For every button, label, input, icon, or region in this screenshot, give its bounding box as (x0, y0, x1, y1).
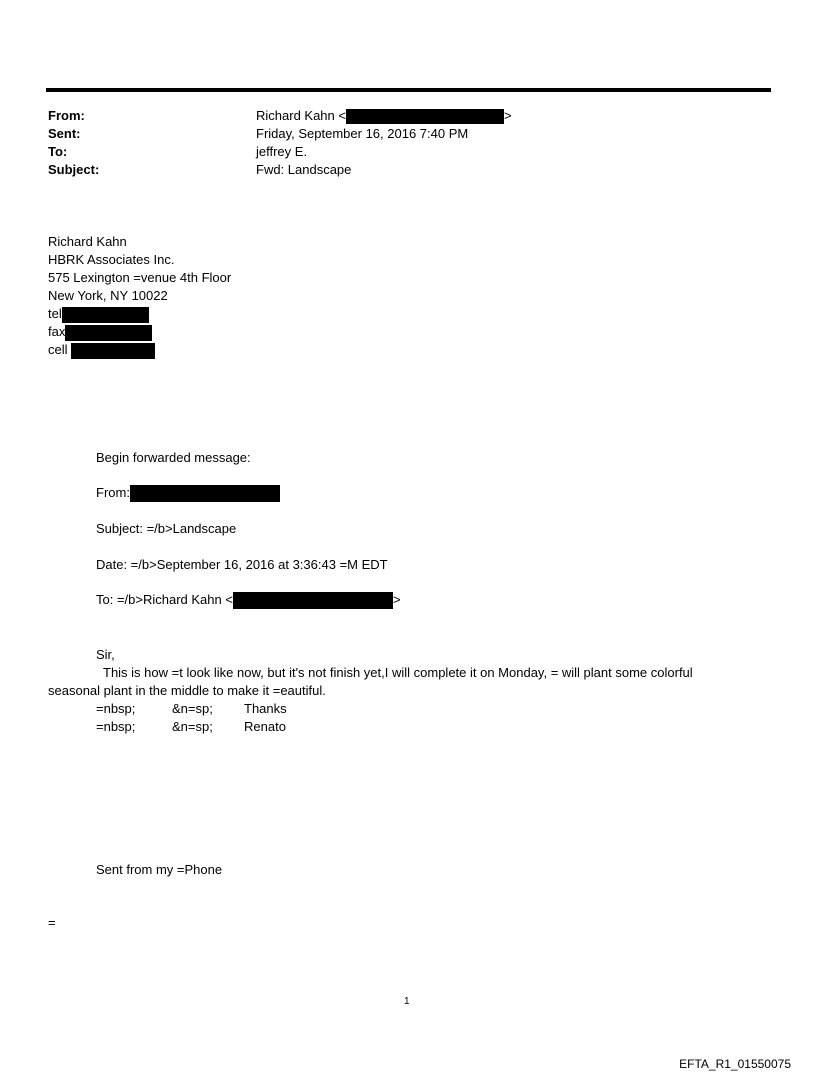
sent-from-line: Sent from my =Phone (96, 862, 223, 877)
body-salutation: Sir, (96, 647, 115, 662)
sent-label: Sent: (48, 126, 81, 141)
fax-label: fax (48, 324, 66, 339)
sent-value: Friday, September 16, 2016 7:40 PM (256, 126, 469, 141)
subject-value: Fwd: Landscape (256, 162, 352, 177)
body-row-2-col-1: =nbsp; (96, 719, 136, 734)
from-value (256, 108, 512, 124)
from-value-suffix: > (503, 108, 512, 123)
cell-label: cell (48, 342, 68, 357)
document-id: EFTA_R1_01550075 (679, 1057, 791, 1071)
signature-fax (48, 324, 152, 341)
forwarded-date: Date: =/b>September 16, 2016 at 3:36:43 =M EDT (96, 557, 388, 572)
forwarded-intro: Begin forwarded message: (96, 450, 251, 465)
forwarded-to-text: To: =/b>Richard Kahn < (96, 592, 233, 607)
to-value: jeffrey E. (256, 144, 308, 159)
signature-cell (48, 342, 155, 359)
redaction-block (62, 307, 149, 323)
header-rule (46, 88, 771, 92)
forwarded-to (96, 592, 401, 609)
subject-label: Subject: (48, 162, 100, 177)
body-row-2-col-2: &n=sp; (172, 719, 213, 734)
redaction-block (65, 325, 152, 341)
forwarded-to-suffix: > (392, 592, 401, 607)
signature-company: HBRK Associates Inc. (48, 252, 175, 267)
forwarded-from (96, 485, 280, 502)
body-row-1-col-3: Thanks (244, 701, 287, 716)
trailing-equals: = (48, 915, 56, 930)
signature-tel (48, 306, 149, 323)
tel-label: tel (48, 306, 62, 321)
forwarded-subject: Subject: =/b>Landscape (96, 521, 237, 536)
signature-name: Richard Kahn (48, 234, 127, 249)
to-label: To: (48, 144, 68, 159)
page-number: 1 (404, 996, 410, 1007)
from-value-text: Richard Kahn < (256, 108, 346, 123)
redaction-block (346, 109, 504, 124)
signature-city: New York, NY 10022 (48, 288, 168, 303)
redaction-block (71, 343, 155, 359)
redaction-block (130, 485, 280, 502)
body-line-2: seasonal plant in the middle to make it =eautiful. (48, 683, 326, 698)
body-row-1-col-2: &n=sp; (172, 701, 213, 716)
body-row-2-col-3: Renato (244, 719, 286, 734)
body-line-1: This is how =t look like now, but it's not finish yet,I will complete it on Monday, = will plant some colorful (103, 665, 693, 680)
redaction-block (233, 592, 393, 609)
from-label: From: (48, 108, 85, 123)
signature-address: 575 Lexington =venue 4th Floor (48, 270, 232, 285)
body-row-1-col-1: =nbsp; (96, 701, 136, 716)
forwarded-from-label: From: (96, 485, 130, 500)
